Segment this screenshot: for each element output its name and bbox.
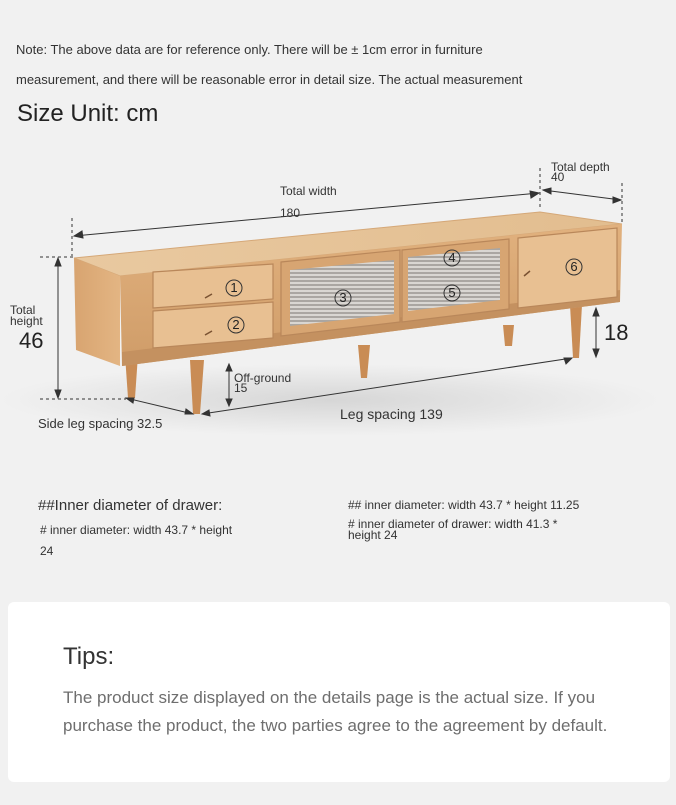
total-width-value: 180 xyxy=(280,206,301,220)
total-depth-line xyxy=(543,190,621,200)
total-depth-value: 40 xyxy=(551,170,565,184)
compartment-number-4: 4 xyxy=(448,250,456,265)
total-height-label-1: Total xyxy=(10,303,36,317)
note-line-2: measurement, and there will be reasonable error in detail size. The actual measurement xyxy=(16,72,523,87)
inner-left-line-1: # inner diameter: width 43.7 * height xyxy=(40,523,233,537)
inner-diameter-heading: ##Inner diameter of drawer: xyxy=(38,497,223,514)
inner-left-line-2: 24 xyxy=(40,544,54,558)
cabinet-side xyxy=(74,258,120,366)
cabinet-door-right xyxy=(518,228,617,308)
total-width-label: Total width xyxy=(280,184,337,198)
side-leg-spacing-label: Side leg spacing 32.5 xyxy=(38,416,163,431)
tv-cabinet-illustration xyxy=(0,140,676,440)
inner-right-line-1: ## inner diameter: width 43.7 * height 11.25 xyxy=(348,498,580,512)
compartment-number-1: 1 xyxy=(230,280,238,295)
compartment-number-3: 3 xyxy=(339,290,347,305)
leg-height-value: 18 xyxy=(604,320,629,345)
leg-spacing-label: Leg spacing 139 xyxy=(340,406,443,422)
total-depth-label: Total depth xyxy=(551,160,610,174)
off-ground-value: 15 xyxy=(234,381,248,395)
total-height-value: 46 xyxy=(19,328,44,353)
size-unit-title: Size Unit: cm xyxy=(17,100,159,127)
compartment-number-2: 2 xyxy=(232,317,240,332)
tips-title: Tips: xyxy=(63,643,115,670)
note-line-1: Note: The above data are for reference only. There will be ± 1cm error in furniture xyxy=(16,42,483,57)
inner-right-line-2: # inner diameter of drawer: width 41.3 * xyxy=(348,517,558,531)
inner-right-line-3: height 24 xyxy=(348,528,398,542)
tips-text: The product size displayed on the details page is the actual size. If you purchase the product, the two parties agree to the agreement by default. xyxy=(63,688,608,735)
compartment-number-6: 6 xyxy=(570,259,578,274)
off-ground-label: Off-ground xyxy=(234,371,292,385)
leg-back-right xyxy=(503,325,514,346)
compartment-number-5: 5 xyxy=(448,285,456,300)
total-height-label-2: height xyxy=(10,314,43,328)
leg-front-right xyxy=(570,305,582,358)
